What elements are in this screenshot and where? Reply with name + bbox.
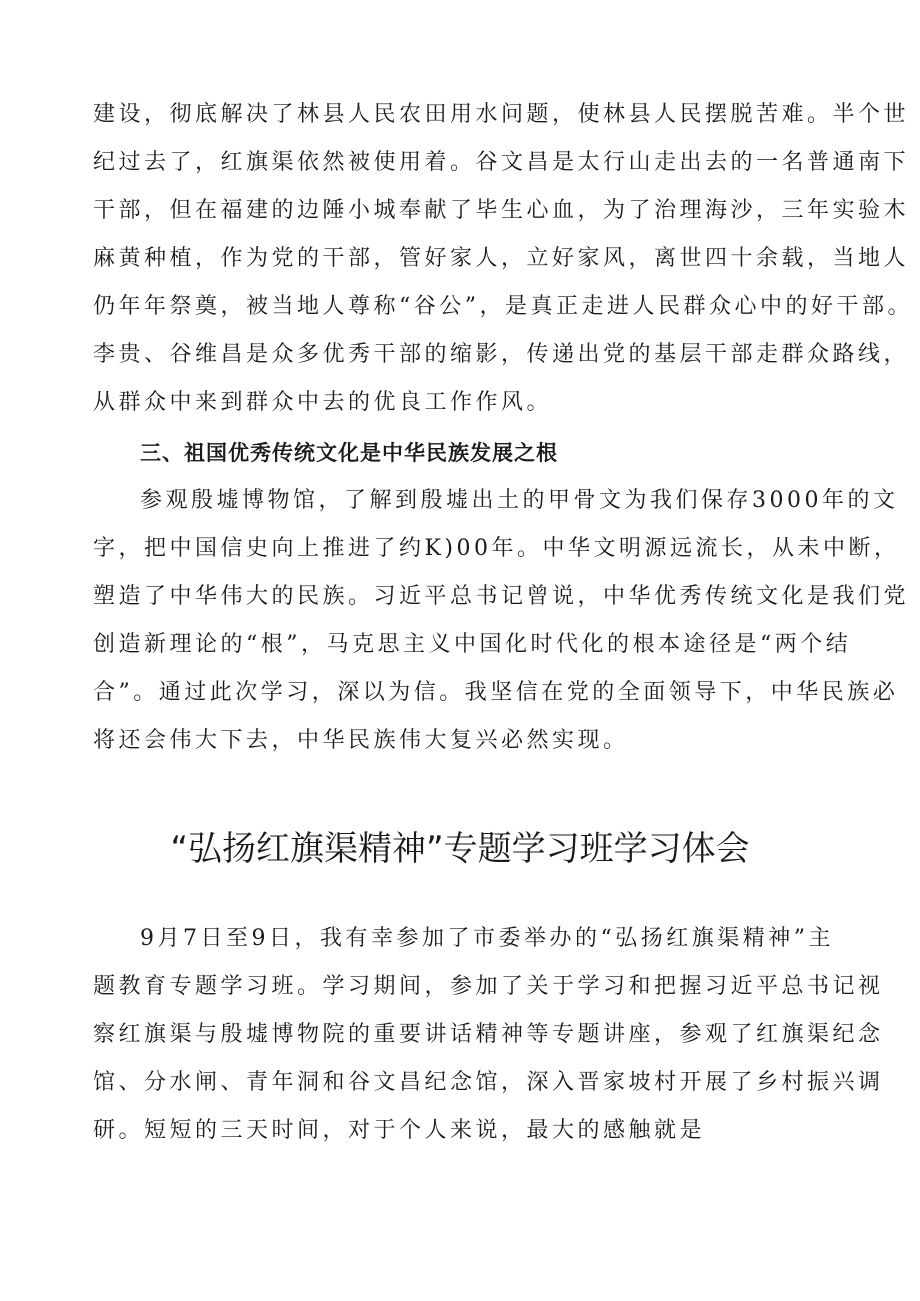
paragraph-line: 建设，彻底解决了林县人民农田用水问题，使林县人民摆脱苦难。半个世 xyxy=(93,102,910,127)
paragraph-line: 参观殷墟博物馆，了解到殷墟出土的甲骨文为我们保存3000年的文 xyxy=(140,488,899,513)
section-heading: 三、祖国优秀传统文化是中华民族发展之根 xyxy=(140,441,558,465)
paragraph-line: 馆、分水闸、青年洞和谷文昌纪念馆，深入晋家坡村开展了乡村振兴调 xyxy=(93,1070,884,1095)
paragraph-line: 察红旗渠与殷墟博物院的重要讲话精神等专题讲座，参观了红旗渠纪念 xyxy=(93,1022,884,1047)
paragraph-line: 干部，但在福建的边陲小城奉献了毕生心血，为了治理海沙，三年实验木 xyxy=(93,198,910,223)
paragraph-line: 字，把中国信史向上推进了约K)00年。中华文明源远流长，从未中断， xyxy=(93,536,900,561)
paragraph-line: 仍年年祭奠，被当地人尊称“谷公”，是真正走进人民群众心中的好干部。 xyxy=(93,294,913,319)
paragraph-line: 题教育专题学习班。学习期间，参加了关于学习和把握习近平总书记视 xyxy=(93,974,884,999)
paragraph-line: 李贵、谷维昌是众多优秀干部的缩影，传递出党的基层干部走群众路线， xyxy=(93,342,910,367)
paragraph-line: 麻黄种植，作为党的干部，管好家人，立好家风，离世四十余载，当地人 xyxy=(93,246,910,271)
paragraph-line: 从群众中来到群众中去的优良工作作风。 xyxy=(93,390,553,415)
paragraph-line: 创造新理论的“根”，马克思主义中国化时代化的根本途径是“两个结 xyxy=(93,632,852,657)
paragraph-line: 将还会伟大下去，中华民族伟大复兴必然实现。 xyxy=(93,728,629,753)
paragraph-line: 塑造了中华伟大的民族。习近平总书记曾说，中华优秀传统文化是我们党 xyxy=(93,584,910,609)
paragraph-line: 纪过去了，红旗渠依然被使用着。谷文昌是太行山走出去的一名普通南下 xyxy=(93,150,910,175)
paragraph-line: 9月7日至9日，我有幸参加了市委举办的“弘扬红旗渠精神”主 xyxy=(140,926,834,951)
paragraph-line: 合”。通过此次学习，深以为信。我坚信在党的全面领导下，中华民族必 xyxy=(93,680,899,705)
paragraph-line: 研。短短的三天时间，对于个人来说，最大的感触就是 xyxy=(93,1118,706,1143)
article-title: “弘扬红旗渠精神”专题学习班学习体会 xyxy=(170,829,750,869)
